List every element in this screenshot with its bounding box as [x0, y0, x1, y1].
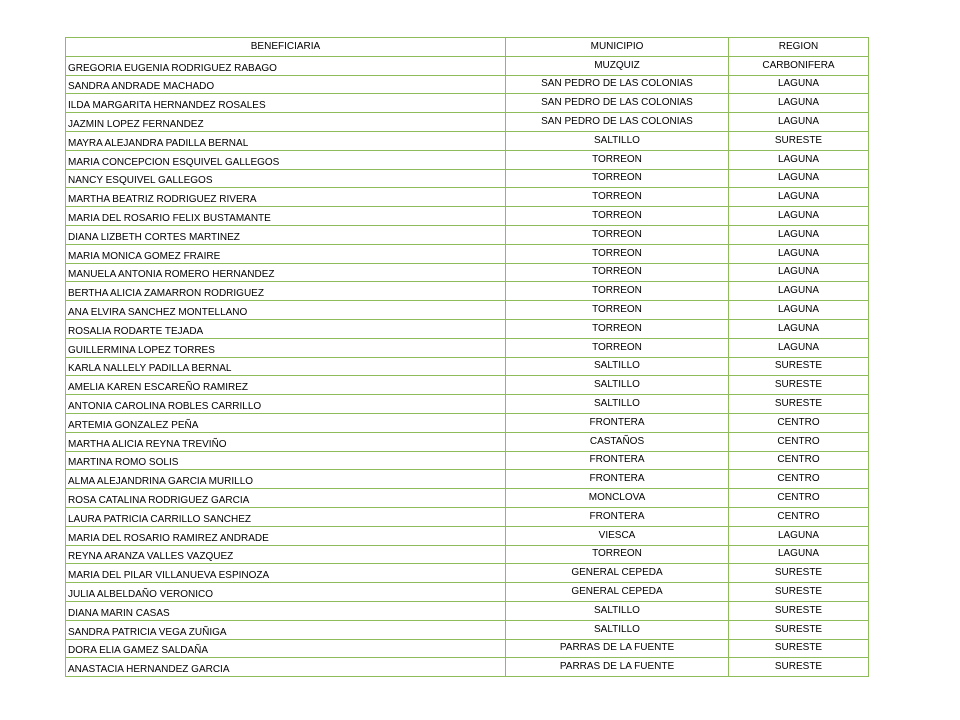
cell-beneficiaria: ALMA ALEJANDRINA GARCIA MURILLO	[66, 470, 506, 489]
cell-beneficiaria: GREGORIA EUGENIA RODRIGUEZ RABAGO	[66, 56, 506, 75]
cell-municipio: FRONTERA	[506, 470, 729, 489]
cell-municipio: GENERAL CEPEDA	[506, 583, 729, 602]
cell-beneficiaria: ROSA CATALINA RODRIGUEZ GARCIA	[66, 489, 506, 508]
cell-municipio: TORREON	[506, 188, 729, 207]
cell-municipio: GENERAL CEPEDA	[506, 564, 729, 583]
cell-beneficiaria: MARTHA BEATRIZ RODRIGUEZ RIVERA	[66, 188, 506, 207]
cell-beneficiaria: DIANA LIZBETH CORTES MARTINEZ	[66, 225, 506, 244]
cell-region: SURESTE	[729, 376, 869, 395]
cell-region: LAGUNA	[729, 207, 869, 226]
cell-beneficiaria: ILDA MARGARITA HERNANDEZ ROSALES	[66, 94, 506, 113]
cell-municipio: TORREON	[506, 282, 729, 301]
table-row	[66, 319, 869, 338]
cell-municipio: TORREON	[506, 169, 729, 188]
cell-beneficiaria: ROSALIA RODARTE TEJADA	[66, 319, 506, 338]
cell-region: SURESTE	[729, 357, 869, 376]
cell-municipio: TORREON	[506, 225, 729, 244]
cell-region: LAGUNA	[729, 545, 869, 564]
table-row	[66, 564, 869, 583]
table-row	[66, 526, 869, 545]
cell-beneficiaria: SANDRA ANDRADE MACHADO	[66, 75, 506, 94]
cell-municipio: VIESCA	[506, 526, 729, 545]
table-row	[66, 639, 869, 658]
cell-beneficiaria: ARTEMIA GONZALEZ PEÑA	[66, 413, 506, 432]
cell-municipio: TORREON	[506, 338, 729, 357]
cell-beneficiaria: ANTONIA CAROLINA ROBLES CARRILLO	[66, 395, 506, 414]
cell-municipio: TORREON	[506, 263, 729, 282]
cell-municipio: CASTAÑOS	[506, 432, 729, 451]
cell-municipio: FRONTERA	[506, 507, 729, 526]
cell-municipio: TORREON	[506, 301, 729, 320]
cell-region: LAGUNA	[729, 301, 869, 320]
cell-region: LAGUNA	[729, 169, 869, 188]
table-row	[66, 601, 869, 620]
cell-municipio: TORREON	[506, 545, 729, 564]
table-row	[66, 376, 869, 395]
cell-region: CENTRO	[729, 432, 869, 451]
cell-beneficiaria: LAURA PATRICIA CARRILLO SANCHEZ	[66, 507, 506, 526]
table-row	[66, 225, 869, 244]
cell-municipio: SALTILLO	[506, 131, 729, 150]
cell-beneficiaria: ANASTACIA HERNANDEZ GARCIA	[66, 658, 506, 677]
cell-municipio: TORREON	[506, 150, 729, 169]
cell-beneficiaria: JAZMIN LOPEZ FERNANDEZ	[66, 113, 506, 132]
cell-beneficiaria: MARIA CONCEPCION ESQUIVEL GALLEGOS	[66, 150, 506, 169]
table-row	[66, 413, 869, 432]
table-row	[66, 282, 869, 301]
table-row	[66, 432, 869, 451]
cell-municipio: FRONTERA	[506, 413, 729, 432]
cell-region: SURESTE	[729, 601, 869, 620]
table-row	[66, 75, 869, 94]
header-region: REGION	[729, 38, 869, 57]
cell-beneficiaria: MARIA MONICA GOMEZ FRAIRE	[66, 244, 506, 263]
cell-beneficiaria: AMELIA KAREN ESCAREÑO RAMIREZ	[66, 376, 506, 395]
cell-region: CENTRO	[729, 507, 869, 526]
cell-region: SURESTE	[729, 131, 869, 150]
cell-region: LAGUNA	[729, 282, 869, 301]
cell-region: LAGUNA	[729, 75, 869, 94]
cell-region: LAGUNA	[729, 526, 869, 545]
table-row	[66, 207, 869, 226]
cell-municipio: MONCLOVA	[506, 489, 729, 508]
header-municipio: MUNICIPIO	[506, 38, 729, 57]
cell-municipio: TORREON	[506, 319, 729, 338]
cell-municipio: FRONTERA	[506, 451, 729, 470]
cell-municipio: TORREON	[506, 207, 729, 226]
cell-region: LAGUNA	[729, 338, 869, 357]
table-row	[66, 169, 869, 188]
cell-beneficiaria: MARTHA ALICIA REYNA TREVIÑO	[66, 432, 506, 451]
cell-beneficiaria: MARIA DEL ROSARIO FELIX BUSTAMANTE	[66, 207, 506, 226]
cell-beneficiaria: KARLA NALLELY PADILLA BERNAL	[66, 357, 506, 376]
cell-region: LAGUNA	[729, 94, 869, 113]
cell-region: SURESTE	[729, 639, 869, 658]
table-row	[66, 338, 869, 357]
cell-region: SURESTE	[729, 620, 869, 639]
table-row	[66, 583, 869, 602]
beneficiaries-table	[65, 37, 869, 677]
cell-region: SURESTE	[729, 583, 869, 602]
cell-region: LAGUNA	[729, 113, 869, 132]
cell-municipio: PARRAS DE LA FUENTE	[506, 639, 729, 658]
cell-region: SURESTE	[729, 395, 869, 414]
cell-beneficiaria: DIANA MARIN CASAS	[66, 601, 506, 620]
cell-region: CENTRO	[729, 470, 869, 489]
cell-beneficiaria: DORA ELIA GAMEZ SALDAÑA	[66, 639, 506, 658]
cell-beneficiaria: MAYRA ALEJANDRA PADILLA BERNAL	[66, 131, 506, 150]
cell-region: CENTRO	[729, 451, 869, 470]
cell-beneficiaria: SANDRA PATRICIA VEGA ZUÑIGA	[66, 620, 506, 639]
table-row	[66, 658, 869, 677]
cell-region: CENTRO	[729, 413, 869, 432]
cell-beneficiaria: GUILLERMINA LOPEZ TORRES	[66, 338, 506, 357]
cell-municipio: SALTILLO	[506, 376, 729, 395]
cell-municipio: PARRAS DE LA FUENTE	[506, 658, 729, 677]
cell-region: LAGUNA	[729, 244, 869, 263]
table-row	[66, 470, 869, 489]
cell-beneficiaria: MARIA DEL PILAR VILLANUEVA ESPINOZA	[66, 564, 506, 583]
cell-region: SURESTE	[729, 658, 869, 677]
cell-region: LAGUNA	[729, 150, 869, 169]
cell-municipio: SALTILLO	[506, 601, 729, 620]
cell-beneficiaria: NANCY ESQUIVEL GALLEGOS	[66, 169, 506, 188]
cell-beneficiaria: REYNA ARANZA VALLES VAZQUEZ	[66, 545, 506, 564]
beneficiaries-table-container	[65, 37, 868, 677]
table-body	[66, 56, 869, 676]
table-row	[66, 395, 869, 414]
cell-municipio: SAN PEDRO DE LAS COLONIAS	[506, 113, 729, 132]
cell-beneficiaria: JULIA ALBELDAÑO VERONICO	[66, 583, 506, 602]
table-row	[66, 131, 869, 150]
cell-beneficiaria: MARIA DEL ROSARIO RAMIREZ ANDRADE	[66, 526, 506, 545]
table-row	[66, 357, 869, 376]
table-row	[66, 507, 869, 526]
table-row	[66, 489, 869, 508]
table-row	[66, 94, 869, 113]
cell-region: CENTRO	[729, 489, 869, 508]
cell-municipio: MUZQUIZ	[506, 56, 729, 75]
cell-municipio: SALTILLO	[506, 620, 729, 639]
table-row	[66, 56, 869, 75]
cell-region: SURESTE	[729, 564, 869, 583]
table-row	[66, 150, 869, 169]
cell-municipio: SALTILLO	[506, 357, 729, 376]
cell-region: CARBONIFERA	[729, 56, 869, 75]
cell-municipio: TORREON	[506, 244, 729, 263]
cell-municipio: SAN PEDRO DE LAS COLONIAS	[506, 94, 729, 113]
table-row	[66, 188, 869, 207]
cell-region: LAGUNA	[729, 263, 869, 282]
table-row	[66, 620, 869, 639]
cell-beneficiaria: BERTHA ALICIA ZAMARRON RODRIGUEZ	[66, 282, 506, 301]
cell-beneficiaria: MANUELA ANTONIA ROMERO HERNANDEZ	[66, 263, 506, 282]
cell-municipio: SALTILLO	[506, 395, 729, 414]
table-row	[66, 263, 869, 282]
table-row	[66, 244, 869, 263]
cell-region: LAGUNA	[729, 225, 869, 244]
cell-municipio: SAN PEDRO DE LAS COLONIAS	[506, 75, 729, 94]
table-row	[66, 545, 869, 564]
cell-region: LAGUNA	[729, 319, 869, 338]
header-beneficiaria: BENEFICIARIA	[66, 38, 506, 57]
table-row	[66, 301, 869, 320]
table-row	[66, 451, 869, 470]
table-header-row	[66, 38, 869, 57]
cell-beneficiaria: MARTINA ROMO SOLIS	[66, 451, 506, 470]
cell-region: LAGUNA	[729, 188, 869, 207]
cell-beneficiaria: ANA ELVIRA SANCHEZ MONTELLANO	[66, 301, 506, 320]
table-row	[66, 113, 869, 132]
